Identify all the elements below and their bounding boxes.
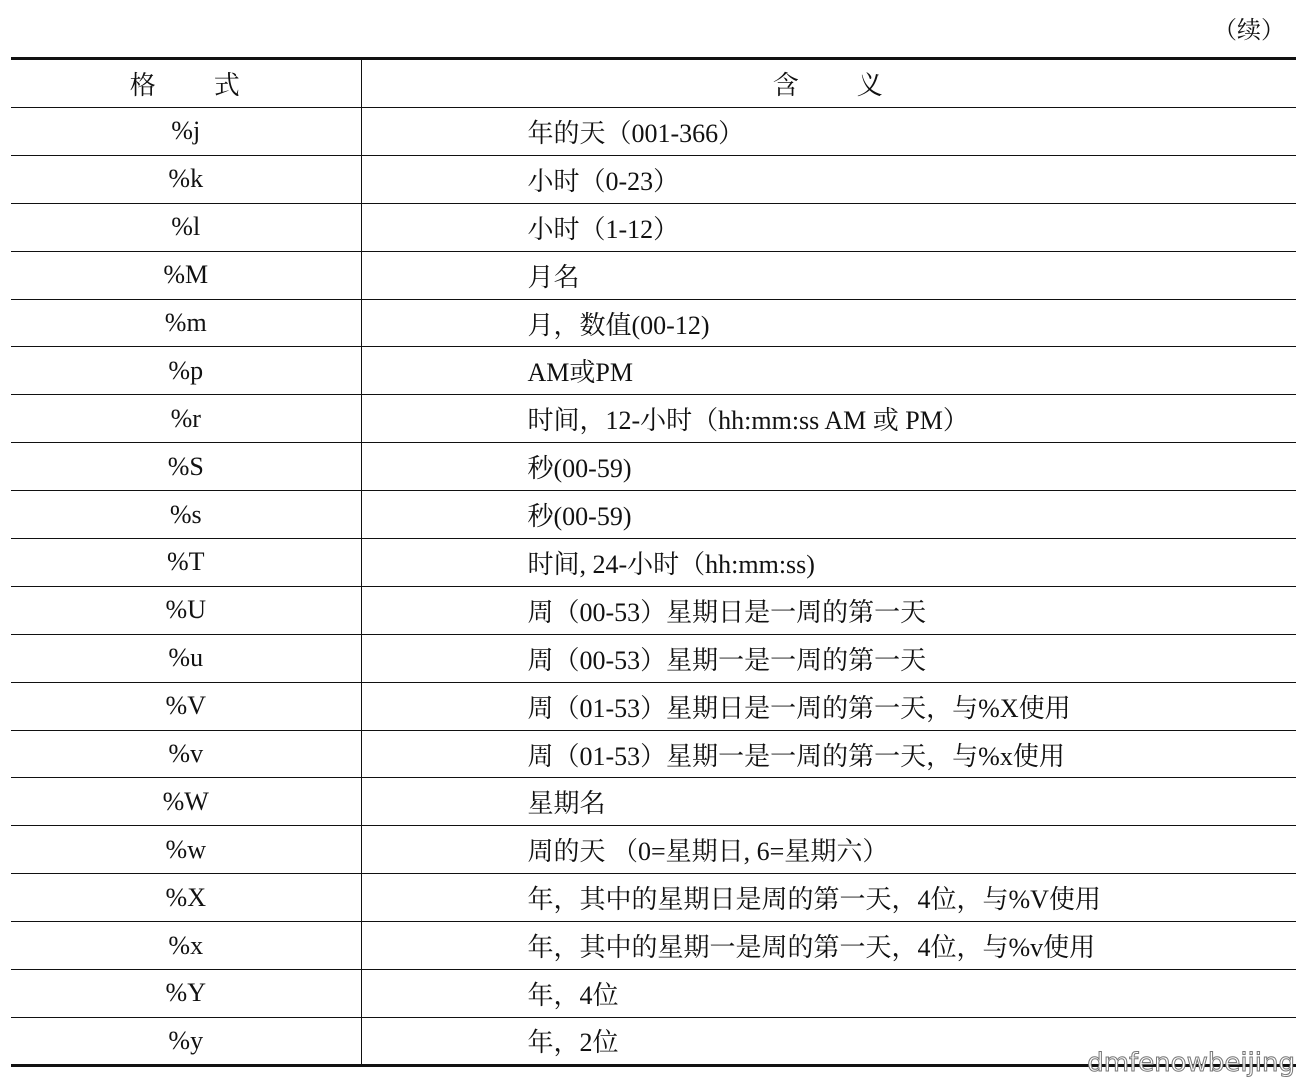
meaning-cell: 月名: [361, 251, 1296, 299]
meaning-cell: 年，4位: [361, 970, 1296, 1018]
format-cell: %j: [11, 108, 361, 156]
table-row: [11, 922, 1296, 970]
continued-label: （续）: [1213, 18, 1285, 44]
format-cell: %x: [11, 922, 361, 970]
table-row: [11, 203, 1296, 251]
format-cell: %p: [11, 347, 361, 395]
meaning-cell: AM或PM: [361, 347, 1296, 395]
format-cell: %W: [11, 778, 361, 826]
format-cell: %U: [11, 586, 361, 634]
meaning-cell: 月，数值(00-12): [361, 299, 1296, 347]
table-row: [11, 970, 1296, 1018]
table-row: [11, 299, 1296, 347]
table-row: [11, 251, 1296, 299]
format-cell: %r: [11, 395, 361, 443]
meaning-cell: 年，2位: [361, 1017, 1296, 1065]
table-row: [11, 395, 1296, 443]
format-cell: %w: [11, 826, 361, 874]
meaning-cell: 年，其中的星期日是周的第一天，4位，与%V使用: [361, 874, 1296, 922]
meaning-cell: 小时（1-12）: [361, 203, 1296, 251]
format-cell: %k: [11, 155, 361, 203]
table-row: [11, 155, 1296, 203]
format-cell: %X: [11, 874, 361, 922]
table-row: [11, 826, 1296, 874]
meaning-cell: 时间, 24-小时（hh:mm:ss): [361, 539, 1296, 587]
format-cell: %s: [11, 491, 361, 539]
format-cell: %m: [11, 299, 361, 347]
format-cell: %u: [11, 634, 361, 682]
table-row: [11, 778, 1296, 826]
table-row: [11, 108, 1296, 156]
format-cell: %M: [11, 251, 361, 299]
meaning-cell: 秒(00-59): [361, 491, 1296, 539]
meaning-cell: 周（01-53）星期日是一周的第一天，与%X使用: [361, 682, 1296, 730]
table-row: [11, 874, 1296, 922]
meaning-cell: 周（00-53）星期日是一周的第一天: [361, 586, 1296, 634]
meaning-cell: 周（01-53）星期一是一周的第一天，与%x使用: [361, 730, 1296, 778]
table-row: [11, 491, 1296, 539]
table-row: [11, 634, 1296, 682]
format-cell: %Y: [11, 970, 361, 1018]
table-row: [11, 443, 1296, 491]
meaning-cell: 小时（0-23）: [361, 155, 1296, 203]
format-cell: %T: [11, 539, 361, 587]
meaning-cell: 周（00-53）星期一是一周的第一天: [361, 634, 1296, 682]
header-format: 格 式: [11, 59, 361, 108]
meaning-cell: 秒(00-59): [361, 443, 1296, 491]
meaning-cell: 年的天（001-366）: [361, 108, 1296, 156]
format-cell: %v: [11, 730, 361, 778]
table-row: [11, 347, 1296, 395]
watermark: dmfenowbeijing: [1087, 1048, 1295, 1078]
format-cell: %y: [11, 1017, 361, 1065]
format-cell: %S: [11, 443, 361, 491]
meaning-cell: 时间，12-小时（hh:mm:ss AM 或 PM）: [361, 395, 1296, 443]
table-header-row: [11, 59, 1296, 108]
format-cell: %l: [11, 203, 361, 251]
meaning-cell: 星期名: [361, 778, 1296, 826]
table-row: [11, 682, 1296, 730]
meaning-cell: 年，其中的星期一是周的第一天，4位，与%v使用: [361, 922, 1296, 970]
header-meaning: 含 义: [361, 59, 1296, 108]
table-row: [11, 539, 1296, 587]
table-row: [11, 586, 1296, 634]
format-cell: %V: [11, 682, 361, 730]
meaning-cell: 周的天 （0=星期日, 6=星期六）: [361, 826, 1296, 874]
table-row: [11, 730, 1296, 778]
date-format-table: [11, 57, 1296, 1067]
